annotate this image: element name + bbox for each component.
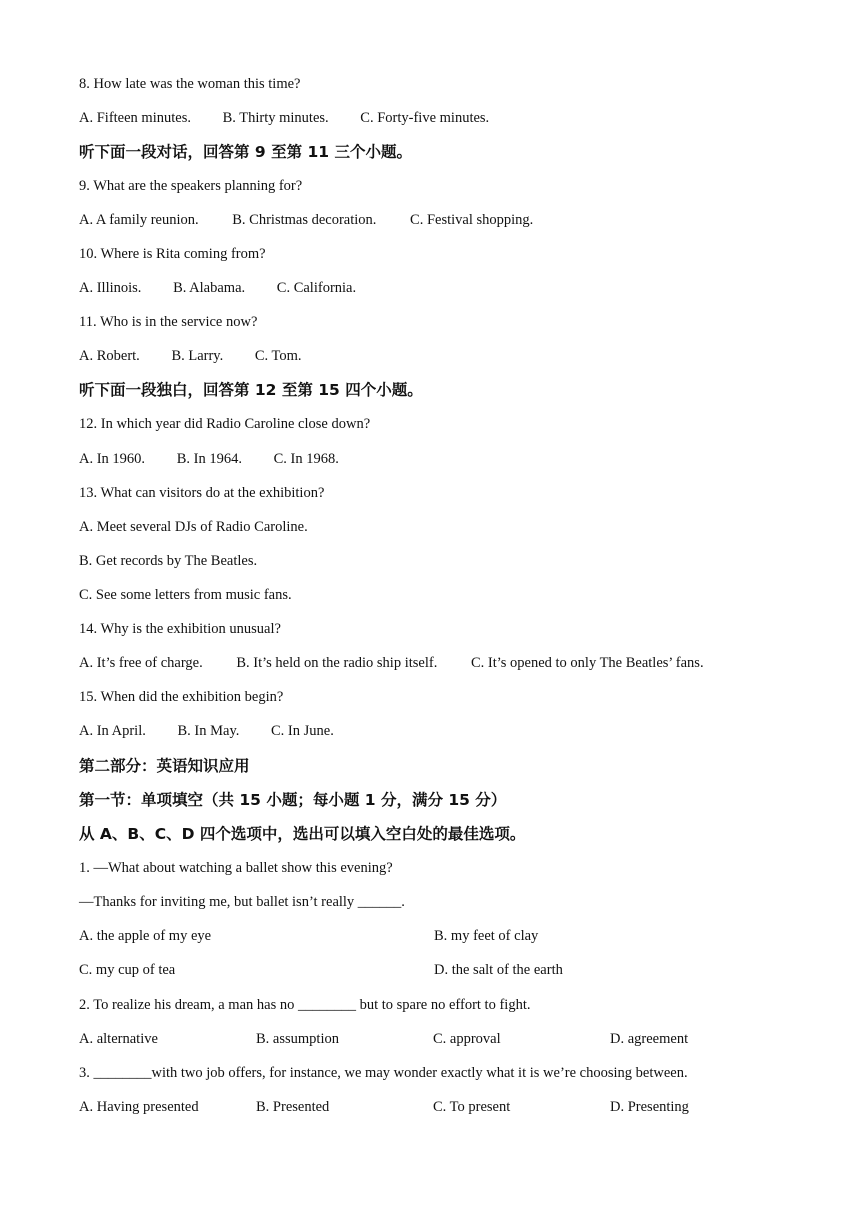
part2-question-1-options-row2 — [79, 960, 838, 980]
option-c: C. California. — [276, 280, 357, 296]
question-13-stem: 13. What can visitors do at the exhibition? — [79, 485, 325, 501]
question-9-options — [79, 210, 838, 230]
option-b: B. In May. — [177, 723, 240, 739]
option-b: B. Presented — [256, 1099, 330, 1115]
option-c: C. See some letters from music fans. — [79, 587, 292, 603]
part2-question-3-options — [79, 1097, 838, 1117]
question-12-options — [79, 449, 838, 469]
option-c: C. To present — [433, 1099, 511, 1115]
option-b: B. Alabama. — [173, 280, 246, 296]
question-10-stem: 10. Where is Rita coming from? — [79, 246, 266, 262]
question-14-stem: 14. Why is the exhibition unusual? — [79, 621, 281, 637]
option-c: C. In June. — [271, 723, 334, 739]
option-b: B. Get records by The Beatles. — [79, 553, 258, 569]
option-a: A. A family reunion. — [79, 212, 199, 228]
part2-instruction: 从 A、B、C、D 四个选项中，选出可以填入空白处的最佳选项。 — [79, 825, 526, 843]
option-d: D. the salt of the earth — [434, 962, 563, 978]
option-b: B. It’s held on the radio ship itself. — [236, 655, 438, 671]
part2-question-2-stem: 2. To realize his dream, a man has no ________ but to spare no effort to fight. — [79, 997, 531, 1013]
option-c: C. Tom. — [254, 348, 302, 364]
option-b: B. assumption — [256, 1031, 339, 1047]
option-c: C. It’s opened to only The Beatles’ fans. — [470, 655, 704, 671]
option-b: B. In 1964. — [176, 451, 242, 467]
option-b: B. Larry. — [171, 348, 224, 364]
option-b: B. Thirty minutes. — [222, 110, 329, 126]
option-a: A. Fifteen minutes. — [79, 110, 191, 126]
part2-question-1-reply: —Thanks for inviting me, but ballet isn’t really ______. — [79, 894, 405, 910]
option-a: A. Illinois. — [79, 280, 142, 296]
question-14-options — [79, 653, 838, 673]
option-a: A. It’s free of charge. — [79, 655, 203, 671]
part2-question-1-options-row1 — [79, 926, 838, 946]
question-11-stem: 11. Who is in the service now? — [79, 314, 258, 330]
option-b: B. my feet of clay — [434, 928, 539, 944]
option-a: A. Having presented — [79, 1099, 199, 1115]
part2-section1-heading: 第一节：单项填空（共 15 小题；每小题 1 分，满分 15 分） — [79, 791, 507, 809]
option-a: A. the apple of my eye — [79, 928, 212, 944]
option-a: A. Meet several DJs of Radio Caroline. — [79, 519, 308, 535]
option-a: A. In 1960. — [79, 451, 146, 467]
option-d: D. agreement — [610, 1031, 689, 1047]
option-a: A. In April. — [79, 723, 146, 739]
question-12-stem: 12. In which year did Radio Caroline close down? — [79, 416, 371, 432]
option-a: A. Robert. — [79, 348, 140, 364]
question-15-options — [79, 721, 838, 741]
option-b: B. Christmas decoration. — [232, 212, 377, 228]
question-10-options — [79, 278, 838, 298]
section-monologue-heading: 听下面一段独白，回答第 12 至第 15 四个小题。 — [79, 381, 423, 399]
option-d: D. Presenting — [610, 1099, 689, 1115]
option-c: C. Forty-five minutes. — [360, 110, 490, 126]
option-c: C. In 1968. — [273, 451, 339, 467]
question-15-stem: 15. When did the exhibition begin? — [79, 689, 284, 705]
question-8-options — [79, 108, 838, 128]
option-c: C. Festival shopping. — [410, 212, 534, 228]
section-dialogue-heading: 听下面一段对话，回答第 9 至第 11 三个小题。 — [79, 143, 412, 161]
option-a: A. alternative — [79, 1031, 158, 1047]
option-c: C. my cup of tea — [79, 962, 176, 978]
option-c: C. approval — [433, 1031, 501, 1047]
part2-question-3-stem: 3. ________with two job offers, for instance, we may wonder exactly what it is we’re choosing between. — [79, 1065, 688, 1081]
part2-question-1-stem: 1. —What about watching a ballet show this evening? — [79, 860, 393, 876]
part2-question-2-options — [79, 1029, 838, 1049]
part2-title: 第二部分：英语知识应用 — [79, 757, 250, 775]
question-8-stem: 8. How late was the woman this time? — [79, 76, 301, 92]
question-11-options — [79, 346, 838, 366]
question-9-stem: 9. What are the speakers planning for? — [79, 178, 303, 194]
